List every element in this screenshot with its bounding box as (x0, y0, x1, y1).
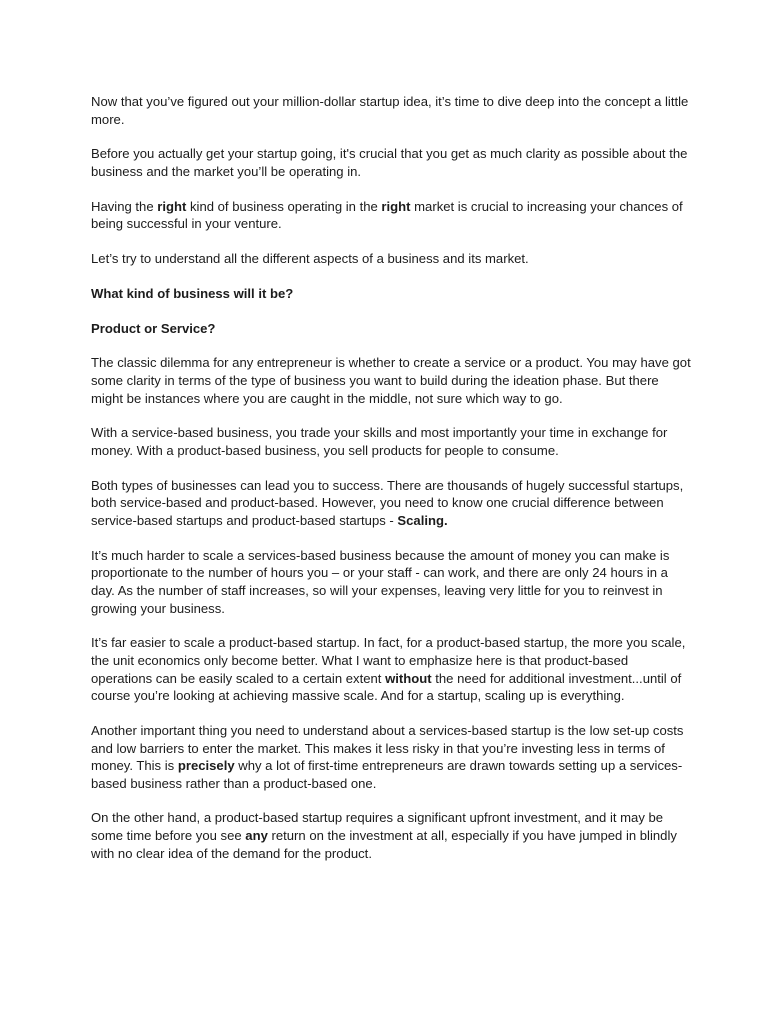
text-run: Let’s try to understand all the different aspects of a business and its market. (91, 251, 529, 267)
body-paragraph (91, 93, 691, 128)
text-run: Another important thing you need to understand about a services-based startup is the low set-up costs and low barriers to enter the market. This makes it less risky in that you’re investing less in terms of money. This is (91, 722, 684, 774)
body-paragraph (91, 354, 691, 407)
text-run: The classic dilemma for any entrepreneur is whether to create a service or a product. You may have got some clarity in terms of the type of business you want to build during the ideation phase. But there might be instances where you are caught in the middle, not sure which way to go. (91, 355, 691, 406)
emphasized-text: right (381, 198, 411, 214)
text-run: return on the investment at all, especially if you have jumped in blindly with no clear idea of the demand for the product. (91, 828, 677, 861)
emphasized-text: without (385, 670, 432, 686)
text-run: Now that you’ve figured out your million-dollar startup idea, it’s time to dive deep into the concept a little more. (91, 94, 689, 127)
text-run: why a lot of first-time entrepreneurs are drawn towards setting up a services-based business rather than a product-based one. (91, 758, 683, 791)
text-run: What kind of business will it be? (91, 285, 294, 301)
text-run: the need for additional investment...until of course you’re looking at achieving massive scale. And for a startup, scaling up is everything. (91, 670, 682, 704)
text-run: kind of business operating in the (186, 198, 382, 214)
emphasized-text: Scaling. (397, 513, 448, 528)
text-run: Having the (91, 198, 158, 214)
body-paragraph (91, 547, 691, 617)
text-run: market is crucial to increasing your chances of being successful in your venture. (91, 198, 683, 232)
text-run: Before you actually get your startup going, it's crucial that you get as much clarity as possible about the business and the market you’ll be operating in. (91, 146, 688, 179)
body-paragraph (91, 145, 691, 180)
text-run: It’s much harder to scale a services-based business because the amount of money you can make is proportionate to the number of hours you – or your staff - can work, and there are only 24 hours in a day. As the number of staff increases, so will your expenses, leaving very little for you to reinvest in growing your business. (91, 547, 670, 616)
text-run: With a service-based business, you trade your skills and most importantly your time in exchange for money. With a product-based business, you sell products for people to consume. (91, 425, 668, 459)
emphasized-text: any (245, 828, 268, 844)
text-run: On the other hand, a product-based startup requires a significant upfront investment, and it may be some time before you see (91, 810, 664, 844)
body-paragraph (91, 477, 691, 530)
body-paragraph (91, 424, 691, 459)
body-paragraph (91, 198, 691, 233)
text-run: Both types of businesses can lead you to success. There are thousands of hugely successful startups, both service-based and product-based. However, you need to know one crucial difference between service-based startups and product-based startups - (91, 477, 684, 528)
text-run: Product or Service? (91, 320, 216, 336)
text-run: It’s far easier to scale a product-based startup. In fact, for a product-based startup, the more you scale, the unit economics only become better. What I want to emphasize here is that product-based operations can be easily scaled to a certain extent (91, 635, 686, 686)
emphasized-text: right (157, 198, 187, 214)
body-paragraph (91, 809, 691, 862)
body-paragraph (91, 722, 691, 792)
emphasized-text: precisely (177, 758, 235, 774)
body-paragraph (91, 634, 691, 704)
section-heading (91, 320, 691, 338)
body-paragraph (91, 250, 691, 268)
section-heading (91, 285, 691, 303)
document-page (91, 93, 691, 879)
